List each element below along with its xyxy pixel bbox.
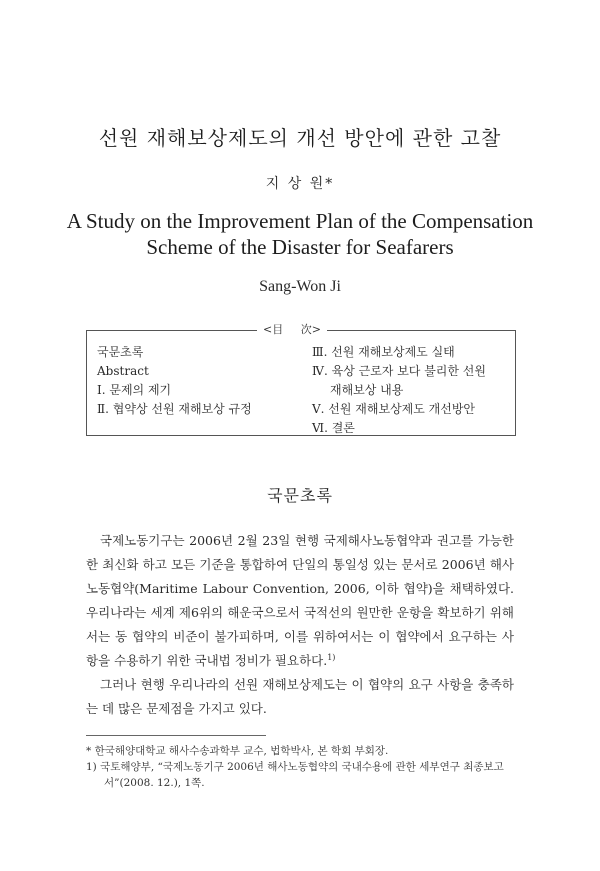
toc-label: <目 次> <box>257 322 327 338</box>
author-name-english: Sang-Won Ji <box>259 278 341 295</box>
toc-right-column <box>312 343 512 438</box>
footnotes <box>86 743 514 791</box>
toc-item: Ⅵ. 결론 <box>312 421 355 435</box>
paper-title-korean: 선원 재해보상제도의 개선 방안에 관한 고찰 <box>98 126 502 150</box>
toc-item: Ⅱ. 협약상 선원 재해보상 규정 <box>97 402 252 416</box>
toc-item: Ⅳ. 육상 근로자 보다 불리한 선원 <box>312 364 486 378</box>
toc-left-column <box>97 343 297 419</box>
toc-item: 국문초록 <box>97 345 144 359</box>
footnote-reference: 1) <box>327 652 336 662</box>
paper-title-english-line2: Scheme of the Disaster for Seafarers <box>146 235 454 259</box>
toc-item: Ⅴ. 선원 재해보상제도 개선방안 <box>312 402 476 416</box>
toc-item: Ⅰ. 문제의 제기 <box>97 383 172 397</box>
paragraph-text: 국제노동기구는 2006년 2월 23일 현행 국제해사노동협약과 권고를 가능한 한 최신화 하고 모든 기준을 통합하여 단일의 통일성 있는 문서로 2006년 해사노동협약(Maritime Labour Convention, 2006, 이하 협약)을 채택하였다. 우리나라는 세계 제6위의 해운국으로서 국적선의 원만한 운항을 확보하기 위해서는 동 협약의 비준이 불가피하며, 이를 위하여서는 이 협약에서 요구하는 사항을 수용하기 위한 국내법 정비가 필요하다. <box>86 533 514 668</box>
author-name-korean: 지 상 원* <box>265 176 335 192</box>
footnote: * 한국해양대학교 해사수송과학부 교수, 법학박사, 본 학회 부회장. <box>86 745 389 757</box>
table-of-contents <box>86 323 516 436</box>
toc-item: Ⅲ. 선원 재해보상제도 실태 <box>312 345 455 359</box>
abstract-body <box>86 529 514 721</box>
paper-title-english-line1: A Study on the Improvement Plan of the Compensation <box>66 209 534 233</box>
footnote-divider <box>86 735 266 736</box>
toc-item: Abstract <box>97 364 149 378</box>
section-heading-abstract: 국문초록 <box>267 486 333 505</box>
abstract-paragraph: 그러나 현행 우리나라의 선원 재해보상제도는 이 협약의 요구 사항을 충족하는 데 많은 문제점을 가지고 있다. <box>86 677 514 716</box>
paper-title-english <box>0 208 600 260</box>
toc-item-continuation: 재해보상 내용 <box>330 383 404 397</box>
footnote: 1) 국토해양부, “국제노동기구 2006년 해사노동협약의 국내수용에 관한 세부연구 최종보고서”(2008. 12.), 1쪽. <box>86 761 504 789</box>
abstract-paragraph <box>86 529 514 673</box>
